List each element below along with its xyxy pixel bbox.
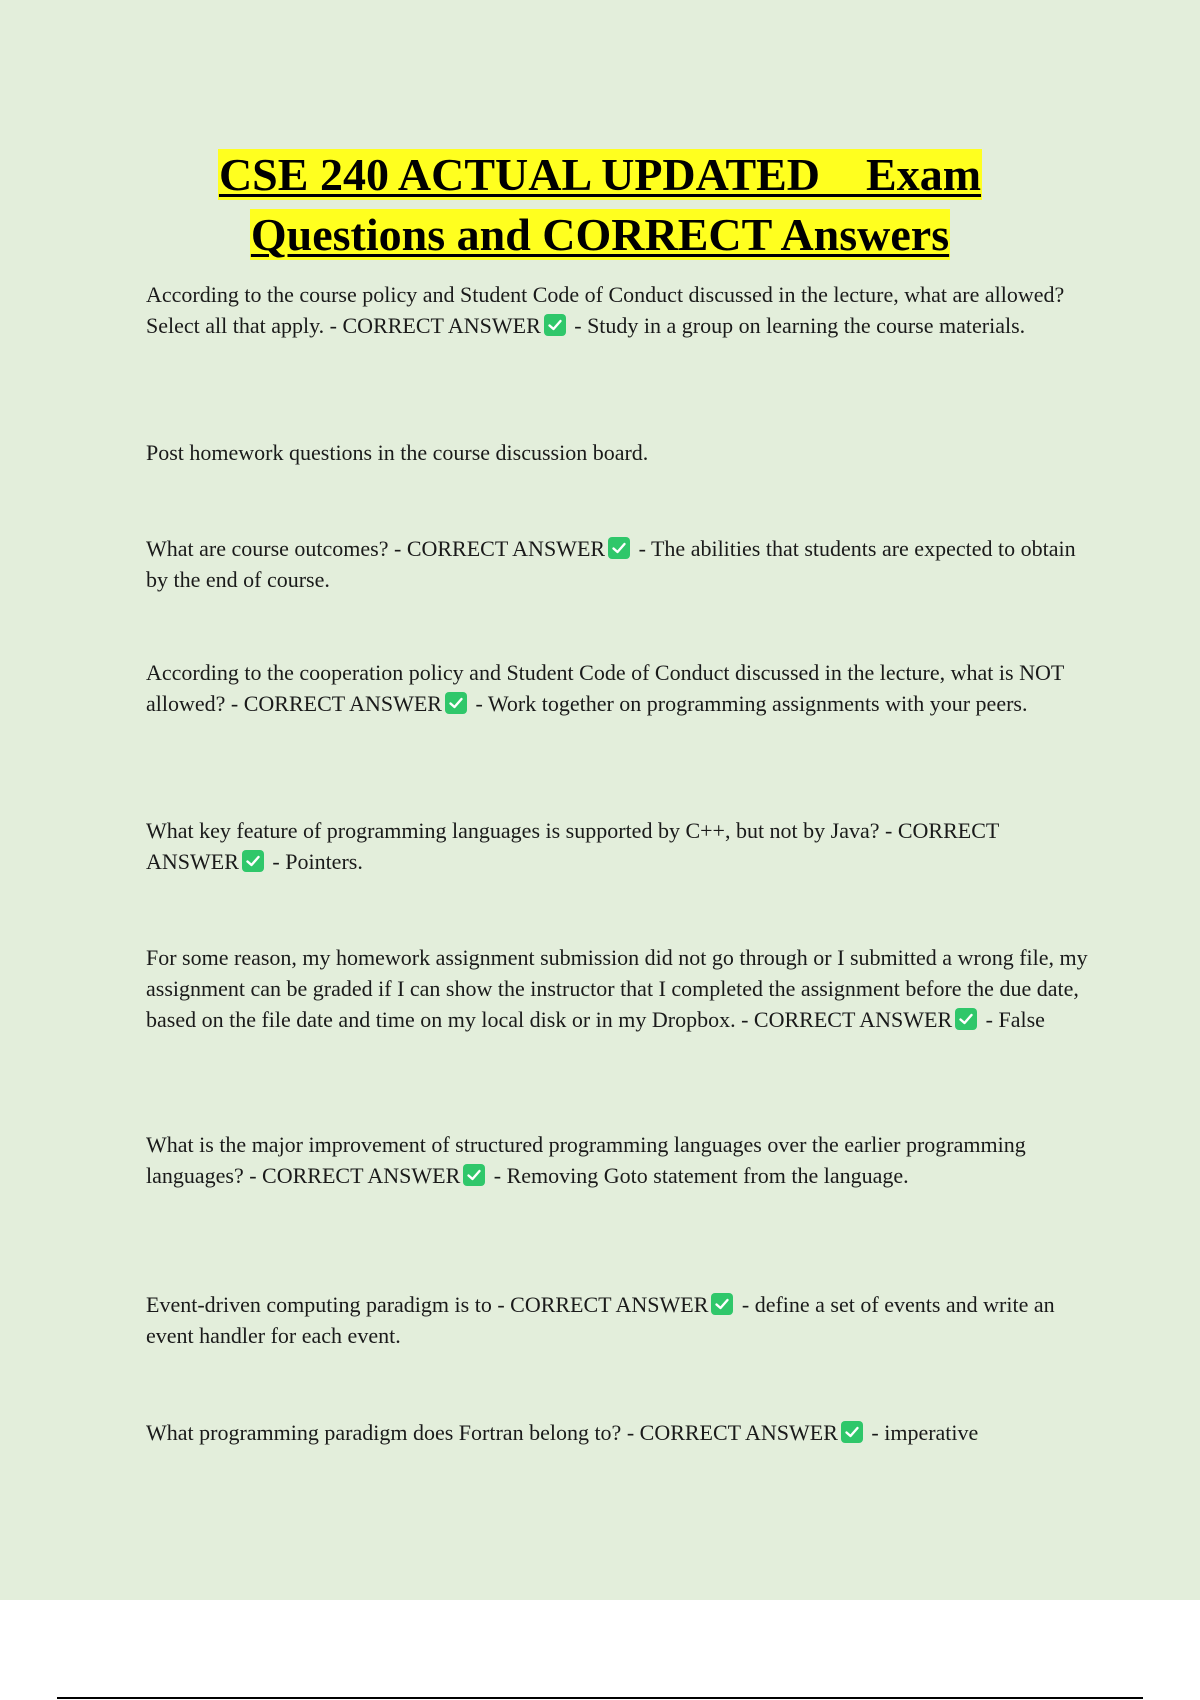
check-mark-icon xyxy=(711,1293,733,1315)
answer-text: - False xyxy=(980,1007,1045,1032)
answer-text: - Pointers. xyxy=(266,849,363,874)
check-mark-icon xyxy=(608,537,630,559)
answer-text: - Removing Goto statement from the language. xyxy=(488,1163,909,1188)
qa-item-7 xyxy=(146,1129,1090,1191)
qa-item-3 xyxy=(146,533,1090,595)
qa-item-6 xyxy=(146,942,1090,1035)
check-mark-icon xyxy=(955,1008,977,1030)
footer-divider xyxy=(57,1697,1143,1699)
question-text: According to the course policy and Student Code of Conduct discussed in the lecture, what are allowed? Select all that apply. - CORRECT ANSWER xyxy=(146,282,1065,338)
question-text: What is the major improvement of structured programming languages over the earlier programming languages? - CORRECT ANSWER xyxy=(146,1132,1026,1188)
answer-text: - Work together on programming assignments with your peers. xyxy=(469,691,1028,716)
title-line-2: Questions and CORRECT Answers xyxy=(250,209,950,260)
qa-item-2 xyxy=(146,437,1090,468)
question-text: According to the cooperation policy and Student Code of Conduct discussed in the lecture, what is NOT allowed? - CORRECT ANSWER xyxy=(146,660,1064,716)
document-title xyxy=(0,145,1200,265)
check-mark-icon xyxy=(544,314,566,336)
qa-item-5 xyxy=(146,815,1090,877)
title-line-1: CSE 240 ACTUAL UPDATED Exam xyxy=(218,149,982,200)
qa-item-8 xyxy=(146,1289,1090,1351)
question-text: Event-driven computing paradigm is to - CORRECT ANSWER xyxy=(146,1292,709,1317)
answer-continuation-text: Post homework questions in the course discussion board. xyxy=(146,440,649,465)
answer-text: - define a set of events and write an event handler for each event. xyxy=(146,1292,1055,1348)
answer-text: - The abilities that students are expected to obtain by the end of course. xyxy=(146,536,1076,592)
qa-item-9 xyxy=(146,1417,1090,1448)
qa-item-1 xyxy=(146,279,1090,341)
check-mark-icon xyxy=(841,1421,863,1443)
question-text: For some reason, my homework assignment submission did not go through or I submitted a wrong file, my assignment can be graded if I can show the instructor that I completed the assignment before the due date, based on the file date and time on my local disk or in my Dropbox. - CORRECT ANSWER xyxy=(146,945,1088,1032)
question-text: What programming paradigm does Fortran belong to? - CORRECT ANSWER xyxy=(146,1420,838,1445)
check-mark-icon xyxy=(445,692,467,714)
question-text: What are course outcomes? - CORRECT ANSWER xyxy=(146,536,606,561)
question-text: What key feature of programming languages is supported by C++, but not by Java? - CORRECT ANSWER xyxy=(146,818,999,874)
check-mark-icon xyxy=(463,1164,485,1186)
answer-text: - imperative xyxy=(865,1420,979,1445)
check-mark-icon xyxy=(242,850,264,872)
qa-item-4 xyxy=(146,657,1090,719)
answer-text: - Study in a group on learning the course materials. xyxy=(568,313,1026,338)
